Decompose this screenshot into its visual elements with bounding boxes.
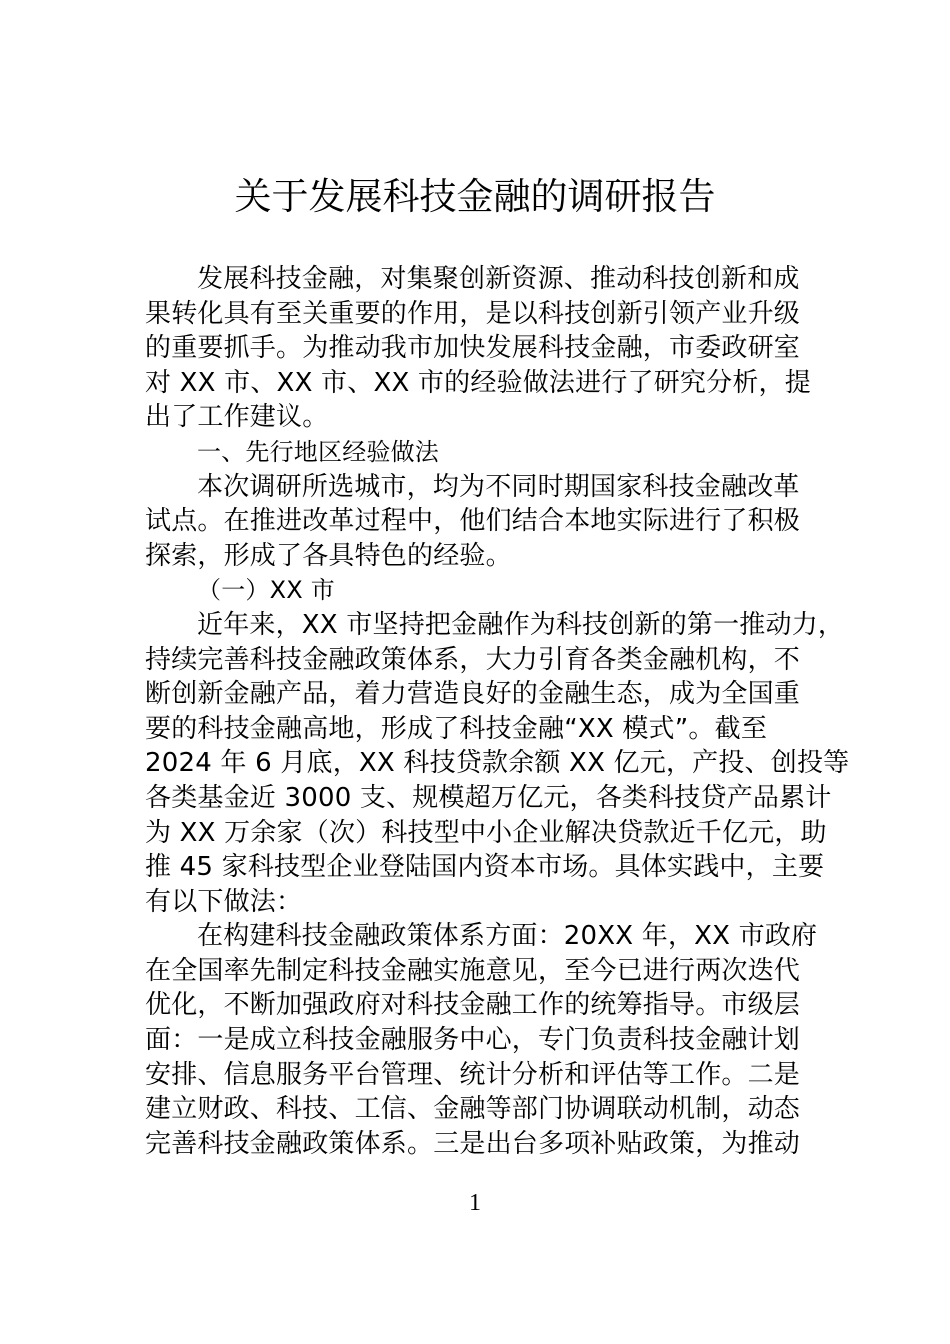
paragraph-line: 试点。在推进改革过程中，他们结合本地实际进行了积极: [145, 506, 801, 537]
section-heading: 一、先行地区经验做法: [197, 437, 439, 466]
paragraph-line: 各类基金近 3000 支、规模超万亿元，各类科技贷产品累计: [145, 782, 832, 813]
paragraph-line: 优化，不断加强政府对科技金融工作的统筹指导。市级层: [145, 990, 801, 1021]
paragraph-line: 面：一是成立科技金融服务中心，专门负责科技金融计划: [145, 1025, 801, 1056]
document-title: 关于发展科技金融的调研报告: [234, 175, 716, 218]
paragraph-line: 推 45 家科技型企业登陆国内资本市场。具体实践中，主要: [145, 852, 825, 883]
paragraph-line: 本次调研所选城市，均为不同时期国家科技金融改革: [197, 471, 800, 502]
paragraph-line: 要的科技金融高地，形成了科技金融“XX 模式”。截至: [145, 713, 768, 744]
paragraph-line: 有以下做法：: [145, 886, 303, 917]
paragraph-line: 探索，形成了各具特色的经验。: [145, 540, 512, 571]
paragraph-line: 安排、信息服务平台管理、统计分析和评估等工作。二是: [145, 1059, 801, 1090]
subsection-heading: （一）XX 市: [197, 576, 335, 605]
paragraph-line: 建立财政、科技、工信、金融等部门协调联动机制，动态: [145, 1094, 801, 1125]
paragraph-line: 出了工作建议。: [145, 402, 329, 433]
document-body: [145, 262, 850, 1161]
paragraph-line: 断创新金融产品，着力营造良好的金融生态，成为全国重: [145, 679, 801, 710]
paragraph-line: 对 XX 市、XX 市、XX 市的经验做法进行了研究分析，提: [145, 367, 811, 398]
paragraph-line: 近年来，XX 市坚持把金融作为科技创新的第一推动力，: [197, 609, 845, 640]
page-number: 1: [469, 1190, 481, 1216]
paragraph-line: 果转化具有至关重要的作用，是以科技创新引领产业升级: [145, 298, 801, 329]
paragraph-line: 完善科技金融政策体系。三是出台多项补贴政策，为推动: [145, 1128, 801, 1159]
paragraph-line: 在构建科技金融政策体系方面：20XX 年，XX 市政府: [197, 921, 818, 952]
paragraph-line: 的重要抓手。为推动我市加快发展科技金融，市委政研室: [145, 333, 801, 364]
paragraph-line: 在全国率先制定科技金融实施意见，至今已进行两次迭代: [145, 955, 801, 986]
paragraph-line: 2024 年 6 月底，XX 科技贷款余额 XX 亿元，产投、创投等: [145, 748, 850, 779]
paragraph-line: 持续完善科技金融政策体系，大力引育各类金融机构，不: [145, 644, 801, 675]
paragraph-line: 发展科技金融，对集聚创新资源、推动科技创新和成: [197, 264, 800, 294]
paragraph-line: 为 XX 万余家（次）科技型中小企业解决贷款近千亿元，助: [145, 817, 827, 848]
